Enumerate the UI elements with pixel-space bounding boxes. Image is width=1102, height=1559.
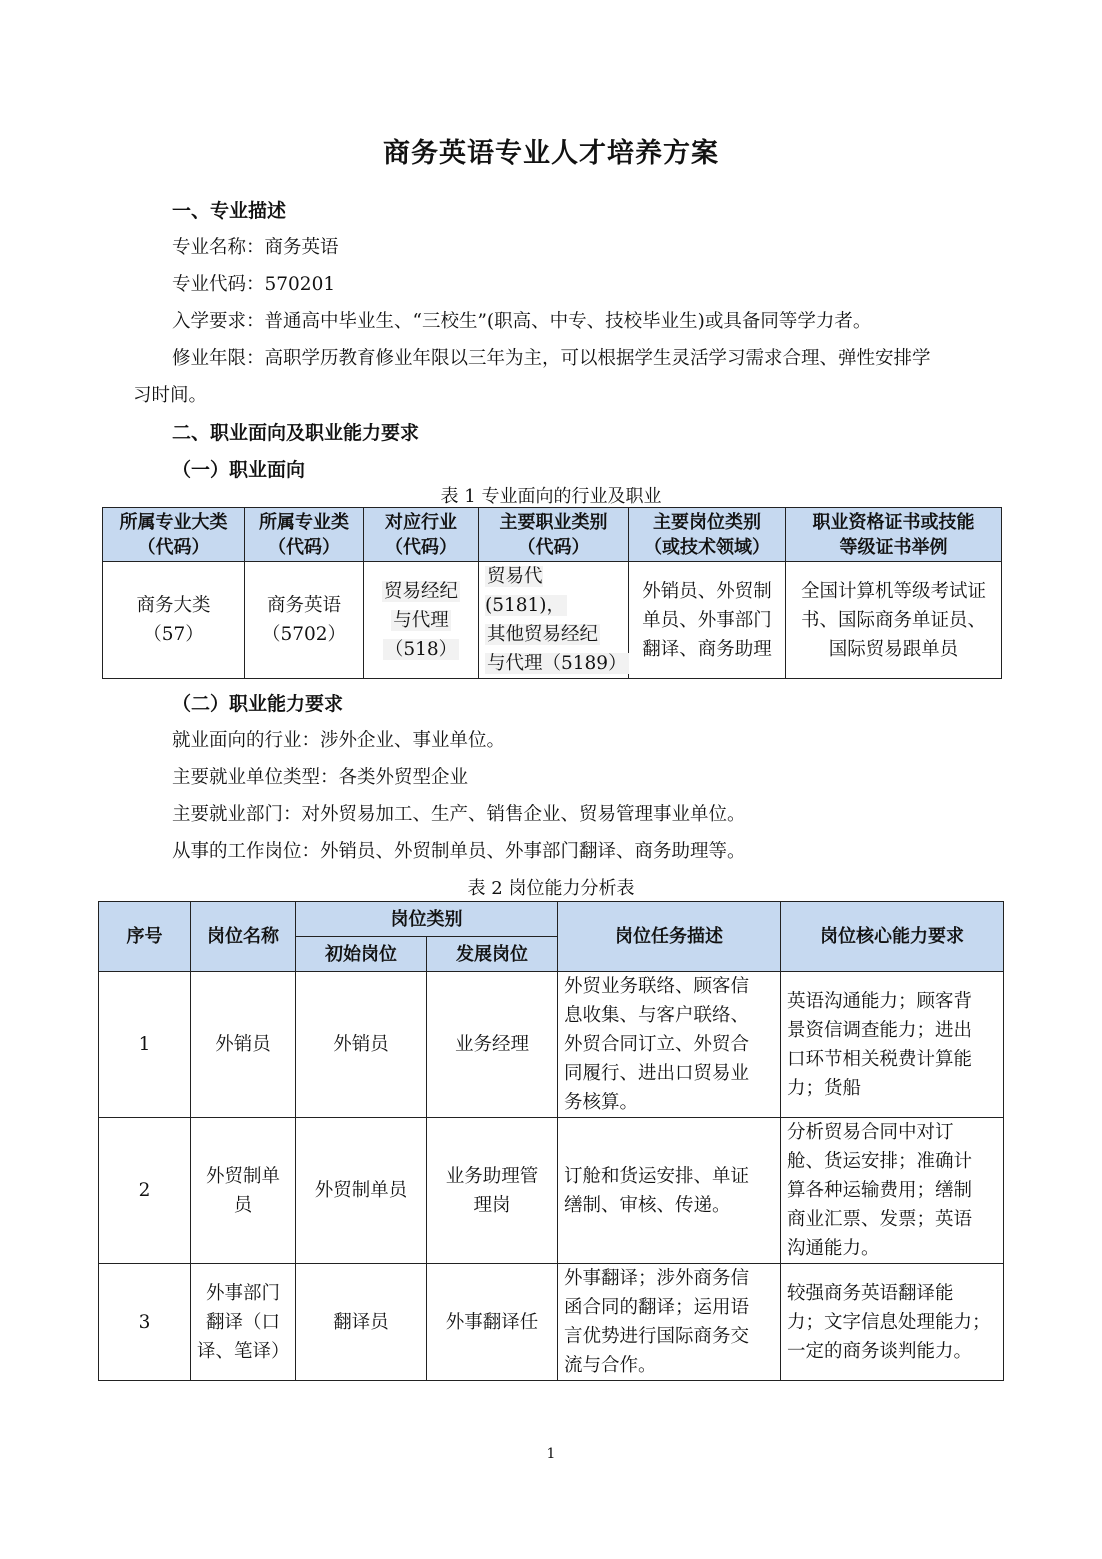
table1-cell: 外销员、外贸制 单员、外事部门 翻译、商务助理 (629, 562, 786, 679)
cell-name: 外贸制单 员 (191, 1118, 296, 1264)
position-ability-table (98, 901, 1004, 1381)
header-seq: 序号 (99, 902, 191, 972)
study-duration-cont: 习时间。 (133, 385, 208, 406)
header-initial: 初始岗位 (296, 937, 427, 972)
admission-requirement: 入学要求：普通高中毕业生、“三校生”(职高、中专、技校毕业生)或具备同等学力者。 (172, 311, 872, 332)
cell-task: 外事翻译；涉外商务信 函合同的翻译；运用语 言优势进行国际商务交 流与合作。 (558, 1264, 781, 1381)
header-position-name: 岗位名称 (191, 902, 296, 972)
table1-header: 对应行业 （代码） (364, 508, 479, 562)
subsection-heading-ability: （二）职业能力要求 (172, 693, 344, 715)
header-develop: 发展岗位 (427, 937, 558, 972)
header-category: 岗位类别 (296, 902, 558, 937)
table1-cell: 商务英语 （5702） (245, 562, 364, 679)
page-number: 1 (546, 1446, 556, 1462)
table2-caption: 表 2 岗位能力分析表 (467, 878, 635, 899)
section-heading-career: 二、职业面向及职业能力要求 (172, 422, 420, 444)
employment-departments: 主要就业部门：对外贸易加工、生产、销售企业、贸易管理事业单位。 (172, 804, 746, 825)
table1-header: 所属专业大类 （代码） (103, 508, 245, 562)
study-duration: 修业年限：高职学历教育修业年限以三年为主，可以根据学生灵活学习需求合理、弹性安排学 (172, 348, 931, 369)
table1-cell: 贸易经纪 与代理 （518） (364, 562, 479, 679)
table1-cell: 商务大类 （57） (103, 562, 245, 679)
table1-header: 主要职业类别 （代码） (479, 508, 629, 562)
employment-positions: 从事的工作岗位：外销员、外贸制单员、外事部门翻译、商务助理等。 (172, 841, 746, 862)
cell-seq: 1 (99, 972, 191, 1118)
employment-unit-type: 主要就业单位类型：各类外贸型企业 (172, 767, 469, 788)
cell-initial: 外销员 (296, 972, 427, 1118)
employment-industry: 就业面向的行业：涉外企业、事业单位。 (172, 730, 506, 751)
cell-task: 外贸业务联络、顾客信 息收集、与客户联络、 外贸合同订立、外贸合 同履行、进出口贸易业 务核算。 (558, 972, 781, 1118)
header-core: 岗位核心能力要求 (781, 902, 1004, 972)
table-row (99, 1264, 1004, 1381)
cell-name: 外事部门 翻译（口 译、笔译） (191, 1264, 296, 1381)
table1-header: 主要岗位类别 （或技术领域） (629, 508, 786, 562)
table1-header: 职业资格证书或技能 等级证书举例 (786, 508, 1002, 562)
table1-caption: 表 1 专业面向的行业及职业 (440, 486, 662, 507)
cell-core: 分析贸易合同中对订 舱、货运安排；准确计 算各种运输费用；缮制 商业汇票、发票；英语 沟通能力。 (781, 1118, 1004, 1264)
page-title: 商务英语专业人才培养方案 (383, 138, 719, 169)
table-row (99, 972, 1004, 1118)
table1-header: 所属专业类 （代码） (245, 508, 364, 562)
cell-initial: 翻译员 (296, 1264, 427, 1381)
table1-cell: 全国计算机等级考试证 书、国际商务单证员、 国际贸易跟单员 (786, 562, 1002, 679)
cell-task: 订舱和货运安排、单证 缮制、审核、传递。 (558, 1118, 781, 1264)
cell-core: 较强商务英语翻译能 力；文字信息处理能力； 一定的商务谈判能力。 (781, 1264, 1004, 1381)
cell-core: 英语沟通能力；顾客背 景资信调查能力；进出 口环节相关税费计算能 力；货船 (781, 972, 1004, 1118)
major-code: 专业代码：570201 (172, 274, 336, 295)
section-heading-description: 一、专业描述 (172, 200, 287, 222)
industry-table (102, 507, 1002, 679)
cell-develop: 业务助理管 理岗 (427, 1118, 558, 1264)
cell-develop: 业务经理 (427, 972, 558, 1118)
cell-seq: 3 (99, 1264, 191, 1381)
subsection-heading-orientation: （一）职业面向 (172, 459, 306, 481)
table1-cell: 贸易代(5181)， 其他贸易经纪 与代理（5189） (479, 562, 629, 679)
header-task: 岗位任务描述 (558, 902, 781, 972)
cell-initial: 外贸制单员 (296, 1118, 427, 1264)
cell-develop: 外事翻译任 (427, 1264, 558, 1381)
cell-seq: 2 (99, 1118, 191, 1264)
cell-name: 外销员 (191, 972, 296, 1118)
major-name: 专业名称：商务英语 (172, 237, 339, 258)
table-row (99, 1118, 1004, 1264)
